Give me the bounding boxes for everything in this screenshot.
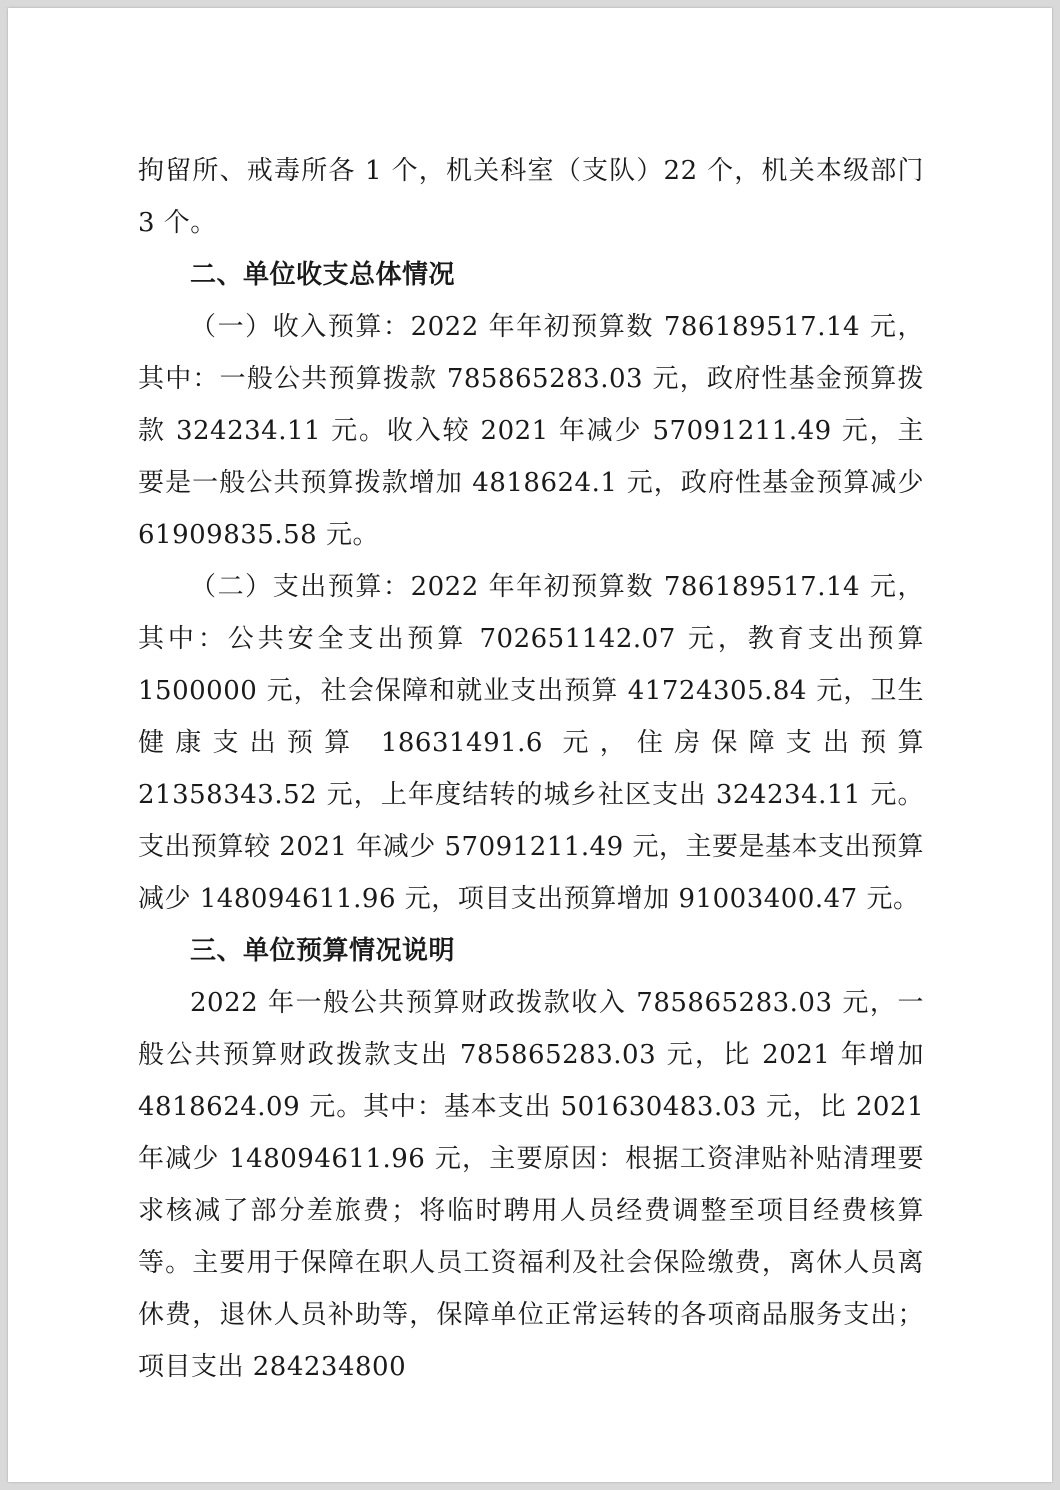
document-body bbox=[138, 145, 924, 1393]
paragraph-budget-explanation: 2022 年一般公共预算财政拨款收入 785865283.03 元，一般公共预算财政拨款支出 785865283.03 元，比 2021 年增加 4818624.09 元。其中：基本支出 501630483.03 元，比 2021 年减少 148094611.96 元，主要原因：根据工资津贴补贴清理要求核减了部分差旅费；将临时聘用人员经费调整至项目经费核算等。主要用于保障在职人员工资福利及社会保险缴费，离休人员离休费，退休人员补助等，保障单位正常运转的各项商品服务支出；项目支出 284234800 bbox=[138, 988, 924, 1382]
paragraph-income-budget: （一）收入预算：2022 年年初预算数 786189517.14 元，其中：一般公共预算拨款 785865283.03 元，政府性基金预算拨款 324234.11 元。收入较 2021 年减少 57091211.49 元，主要是一般公共预算拨款增加 4818624.1 元，政府性基金预算减少 61909835.58 元。 bbox=[138, 312, 924, 550]
paragraph-expense-budget: （二）支出预算：2022 年年初预算数 786189517.14 元，其中：公共安全支出预算 702651142.07 元，教育支出预算 1500000 元，社会保障和就业支出预算 41724305.84 元，卫生健康支出预算 18631491.6 元，住房保障支出预算 21358343.52 元，上年度结转的城乡社区支出 324234.11 元。支出预算较 2021 年减少 57091211.49 元，主要是基本支出预算减少 148094611.96 元，项目支出预算增加 91003400.47 元。 bbox=[138, 572, 924, 914]
document-page bbox=[8, 8, 1052, 1482]
section-heading-3: 三、单位预算情况说明 bbox=[190, 936, 456, 966]
section-heading-2: 二、单位收支总体情况 bbox=[190, 260, 456, 290]
paragraph-1: 拘留所、戒毒所各 1 个，机关科室（支队）22 个，机关本级部门 3 个。 bbox=[138, 156, 924, 238]
